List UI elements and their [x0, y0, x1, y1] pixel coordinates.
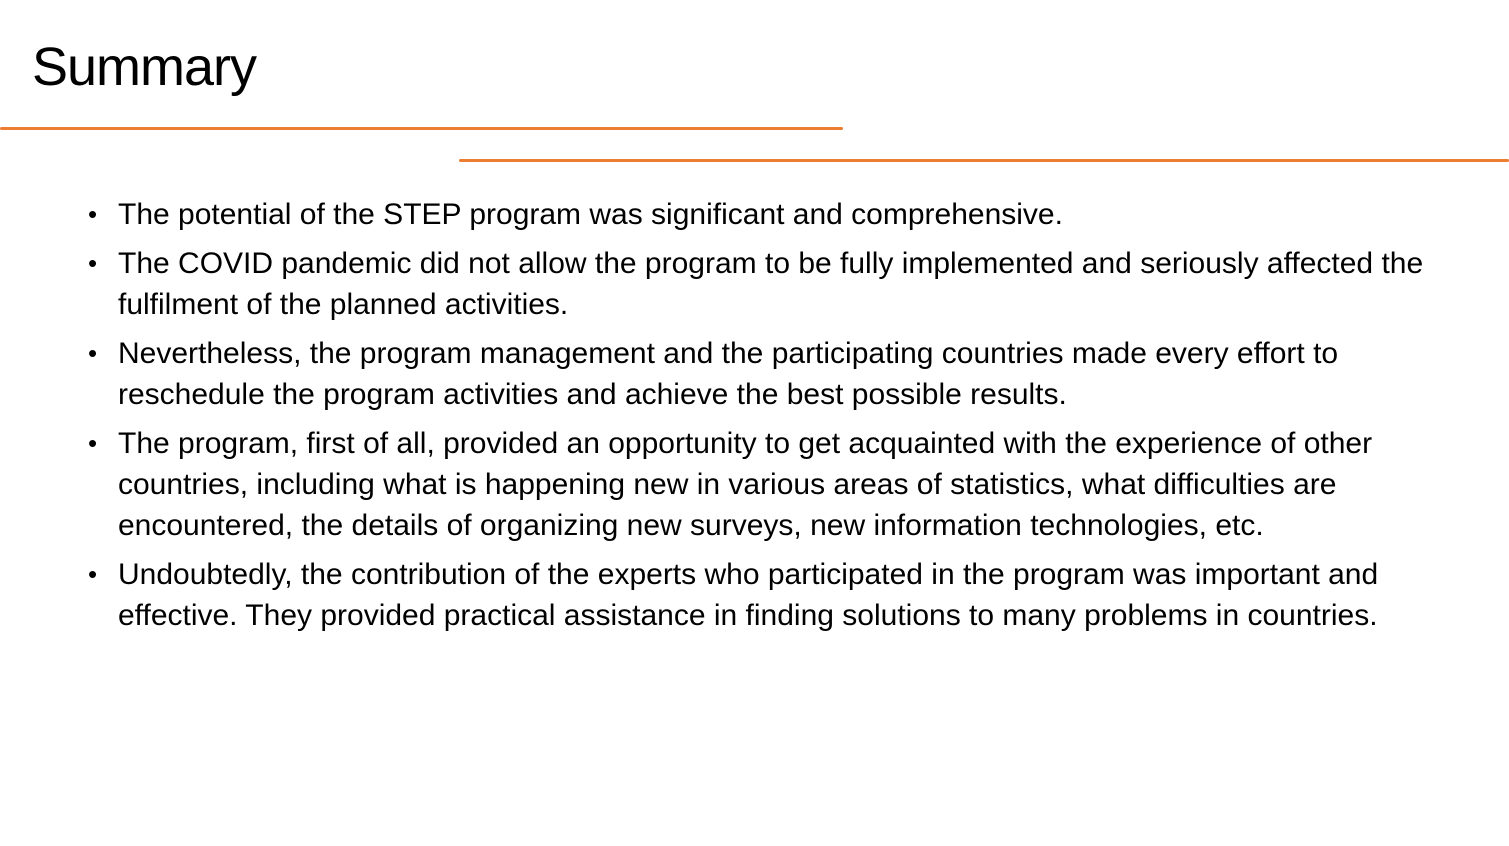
bullet-list: [88, 194, 1480, 644]
bullet-text: The program, first of all, provided an opportunity to get acquainted with the experience of other countries, including what is happening new in various areas of statistics, what difficulties are encountered, the details of organizing new surveys, new information technologies, etc.: [118, 427, 1373, 542]
bullet-item: [88, 554, 1480, 636]
title-underline-top: [0, 127, 843, 130]
bullet-text: Nevertheless, the program management and the participating countries made every effort to reschedule the program activities and achieve the best possible results.: [118, 337, 1339, 411]
title-underline-bottom: [459, 159, 1509, 162]
bullet-icon: •: [88, 559, 98, 589]
bullet-item: [88, 333, 1480, 415]
bullet-item: [88, 423, 1480, 546]
bullet-text: Undoubtedly, the contribution of the experts who participated in the program was important and effective. They provided practical assistance in finding solutions to many problems in countries.: [118, 558, 1379, 632]
bullet-icon: •: [88, 248, 98, 278]
bullet-item: [88, 243, 1480, 325]
bullet-icon: •: [88, 338, 98, 368]
slide-title: Summary: [32, 37, 257, 97]
bullet-icon: •: [88, 199, 98, 229]
bullet-text: The potential of the STEP program was significant and comprehensive.: [118, 198, 1063, 231]
bullet-item: [88, 194, 1480, 235]
bullet-icon: •: [88, 428, 98, 458]
bullet-text: The COVID pandemic did not allow the program to be fully implemented and seriously affected the fulfilment of the planned activities.: [118, 247, 1424, 321]
